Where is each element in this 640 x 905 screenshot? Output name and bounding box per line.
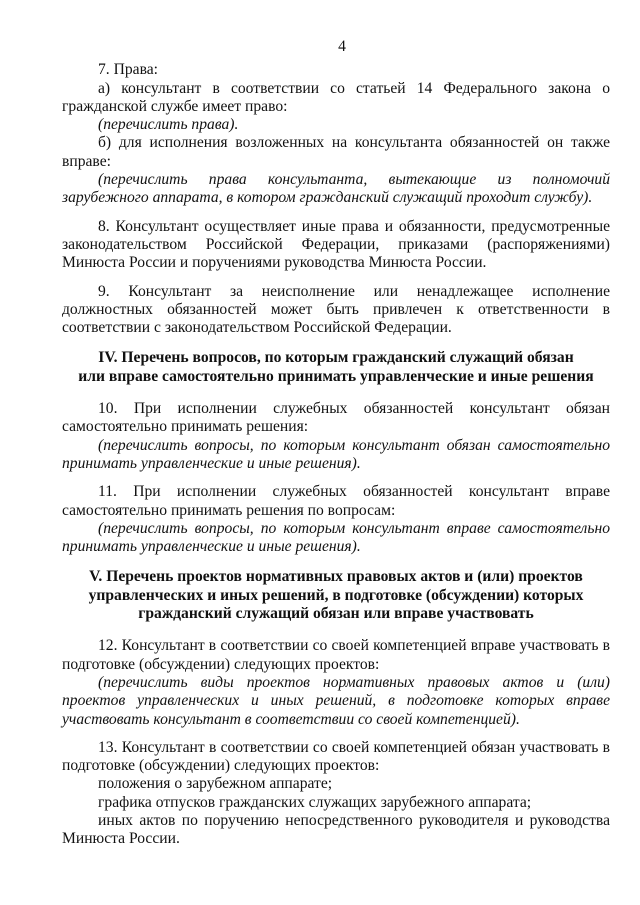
section-13-item: положения о зарубежном аппарате; [98,775,333,793]
section-10-note: (перечислить вопросы, по которым консультант обязан самостоятельно принимать управленческие и иные решения). [62,436,610,472]
section-13-item: иных актов по поручению непосредственного руководителя и руководства Минюста России. [62,811,610,848]
section-8: 8. Консультант осуществляет иные права и обязанности, предусмотренные законодательством Российской Федерации, приказами (распоряжениями) Минюста России и поручениями руководства Минюста России. [62,217,610,272]
section-7b: б) для исполнения возложенных на консультанта обязанностей он также вправе: [62,134,610,170]
heading-v-line3: гражданский служащий обязан или вправе участвовать [138,605,534,623]
section-13: 13. Консультант в соответствии со своей компетенцией обязан участвовать в подготовке (обсуждении) следующих проектов: [62,738,610,775]
section-11-note: (перечислить вопросы, по которым консультант вправе самостоятельно принимать управленческие и иные решения). [62,519,610,556]
section-9: 9. Консультант за неисполнение или ненадлежащее исполнение должностных обязанностей может быть привлечен к ответственности в соответствии с законодательством Российской Федерации. [62,282,610,337]
section-12-note: (перечислить виды проектов нормативных правовых актов и (или) проектов управленческих и иных решений, в подготовке которых вправе участвовать консультант в соответствии со своей компетенцией). [62,673,610,728]
section-10: 10. При исполнении служебных обязанностей консультант обязан самостоятельно принимать решения: [62,400,610,436]
page-number: 4 [338,38,346,55]
document-page [62,38,610,849]
heading-section-v [62,568,610,623]
section-7a: а) консультант в соответствии со статьей 14 Федерального закона о гражданской службе имеет право: [62,79,610,115]
heading-v-line1: V. Перечень проектов нормативных правовых актов и (или) проектов [89,568,583,586]
section-12: 12. Консультант в соответствии со своей компетенцией вправе участвовать в подготовке (обсуждении) следующих проектов: [62,637,610,673]
section-7b-note: (перечислить права консультанта, вытекающие из полномочий зарубежного аппарата, в котором гражданский служащий проходит службу). [62,171,610,207]
heading-section-iv [62,349,610,386]
section-11: 11. При исполнении служебных обязанностей консультант вправе самостоятельно принимать решения по вопросам: [62,483,610,519]
section-7-title: 7. Права: [98,61,158,79]
section-13-item: графика отпусков гражданских служащих зарубежного аппарата; [98,793,532,811]
section-7a-note: (перечислить права). [98,116,239,134]
heading-v-line2: управленческих и иных решений, в подготовке (обсуждении) которых [88,586,584,604]
heading-iv-line1: IV. Перечень вопросов, по которым гражданский служащий обязан [98,349,574,367]
heading-iv-line2: или вправе самостоятельно принимать управленческие и иные решения [78,367,594,385]
